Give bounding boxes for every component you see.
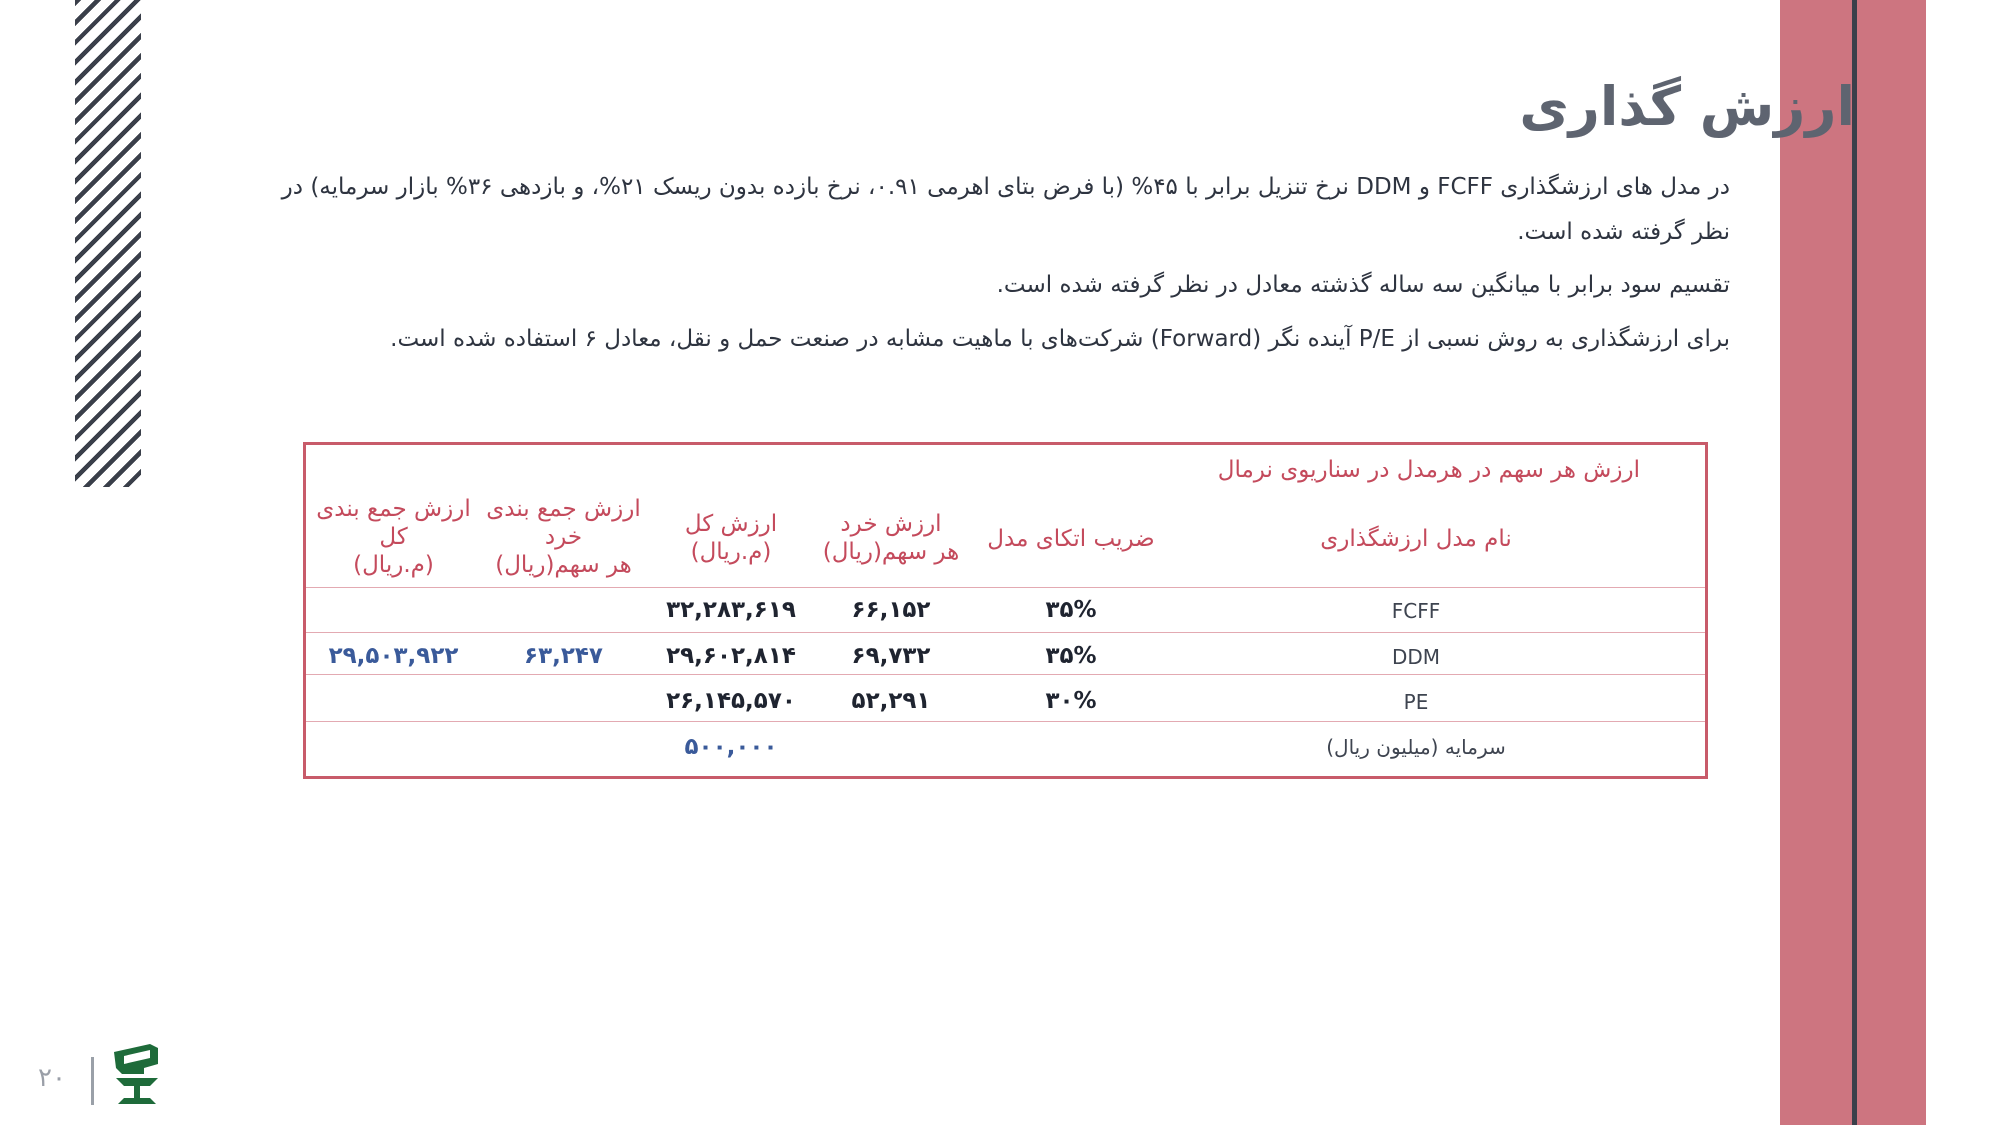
row-ddm-agg-total: ۲۹,۵۰۳,۹۲۲ (328, 643, 459, 669)
footer-separator (91, 1057, 94, 1105)
header-model-name: نام مدل ارزشگذاری (1320, 526, 1512, 552)
paragraph-pe: برای ارزشگذاری به روش نسبی از P/E آینده نگر (Forward) شرکت‌های با ماهیت مشابه در صنعت حمل و نقل، معادل ۶ استفاده شده است. (390, 326, 1730, 352)
slide-title: ارزش گذاری (1519, 75, 1855, 138)
row-pe-model: PE (1403, 690, 1429, 714)
capital-label: سرمایه (میلیون ریال) (1326, 735, 1506, 759)
company-logo-icon (110, 1042, 164, 1112)
row-divider (306, 721, 1705, 722)
row-pe-per-share: ۵۲,۲۹۱ (851, 688, 931, 714)
row-divider (306, 674, 1705, 675)
capital-value: ۵۰۰,۰۰۰ (684, 734, 778, 760)
paragraph-dividend: تقسیم سود برابر با میانگین سه ساله گذشته معادل در نظر گرفته شده است. (996, 272, 1730, 298)
page-number: ۲۰ (38, 1063, 66, 1093)
header-weight: ضریب اتکای مدل (987, 526, 1155, 552)
row-ddm-per-share: ۶۹,۷۳۲ (851, 643, 931, 669)
row-divider (306, 632, 1705, 633)
valuation-table (303, 442, 1708, 779)
header-agg-total: ارزش جمع بندی کل (م.ریال) (316, 496, 471, 578)
table-caption: ارزش هر سهم در هرمدل در سناریوی نرمال (1217, 457, 1640, 483)
row-ddm-weight: ۳۵% (1045, 643, 1097, 669)
row-ddm-agg-per-share: ۶۳,۲۴۷ (524, 643, 603, 669)
header-total: ارزش کل (م.ریال) (684, 511, 778, 565)
row-fcff-per-share: ۶۶,۱۵۲ (851, 597, 931, 623)
paragraph-discount-rate: در مدل های ارزشگذاری FCFF و DDM نرخ تنزیل برابر با ۴۵% (با فرض بتای اهرمی ۰.۹۱، نرخ بازده بدون ریسک ۲۱%، و بازدهی ۳۶% بازار سرمایه) در نظر گرفته شده است. (281, 174, 1730, 245)
accent-line (1852, 0, 1857, 1125)
row-ddm-model: DDM (1391, 645, 1441, 669)
row-ddm-total: ۲۹,۶۰۲,۸۱۴ (666, 643, 796, 669)
row-fcff-weight: ۳۵% (1045, 597, 1097, 623)
row-fcff-total: ۳۲,۲۸۳,۶۱۹ (666, 597, 796, 623)
row-pe-weight: ۳۰% (1045, 688, 1097, 714)
row-fcff-model: FCFF (1391, 599, 1441, 623)
header-per-share: ارزش خرد هر سهم(ریال) (822, 511, 960, 565)
decorative-stripes (75, 0, 141, 487)
row-divider (306, 587, 1705, 588)
row-pe-total: ۲۶,۱۴۵,۵۷۰ (666, 688, 796, 714)
header-agg-per-share: ارزش جمع بندی خرد هر سهم(ریال) (486, 496, 641, 578)
